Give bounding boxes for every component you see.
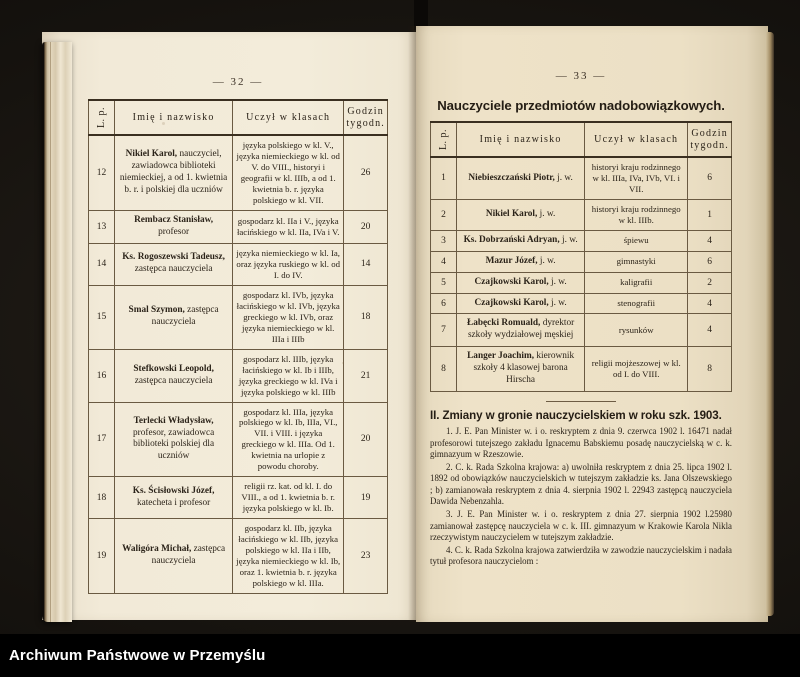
cell-lp: 6: [431, 293, 457, 314]
cell-name: [115, 210, 233, 243]
teacher-surname: Czajkowski Karol,: [474, 276, 549, 287]
teacher-surname: Nikiel Karol,: [125, 149, 178, 160]
cell-classes: religii rz. kat. od kl. I. do VIII., a od 1. kwietnia b. r. języka polskiego w kl. Ib.: [233, 477, 344, 519]
cell-lp: 4: [431, 251, 457, 272]
cell-hours: 19: [344, 477, 388, 519]
cell-classes: historyi kraju rodzinnego w kl. IIIb.: [585, 199, 688, 230]
teacher-surname: Mazur Józef,: [485, 255, 538, 266]
teacher-surname: Ks. Rogoszewski Tadeusz,: [122, 252, 226, 263]
cell-classes: gospodarz kl. IVb, języka łacińskiego w kl. IVb, języka greckiego w kl. IVb, oraz języka niemieckiego w kl. IIIa i IIIb: [233, 285, 344, 349]
open-book: [18, 26, 786, 622]
table-row: [431, 272, 732, 293]
cell-name: [115, 519, 233, 594]
cell-classes: stenografii: [585, 293, 688, 314]
table-row: [89, 402, 388, 477]
teacher-role: j. w.: [554, 172, 573, 183]
cell-classes: gimnastyki: [585, 251, 688, 272]
table-row: [431, 199, 732, 230]
table-row: [89, 519, 388, 594]
cell-classes: kaligrafii: [585, 272, 688, 293]
cell-hours: 23: [344, 519, 388, 594]
teacher-surname: Waligóra Michał,: [122, 544, 192, 555]
teacher-role: nauczyciel, zawiadowca biblioteki niemieckiej, a od 1. kwietnia b. r. i polskiej dla uczniów: [119, 149, 228, 195]
cell-lp: 13: [89, 210, 115, 243]
cell-hours: 20: [344, 210, 388, 243]
cell-lp: 15: [89, 285, 115, 349]
teacher-surname: Ks. Dobrzański Adryan,: [463, 234, 560, 245]
cell-hours: 4: [688, 314, 732, 347]
changes-paragraph: 3. J. E. Pan Minister w. i o. reskryptem z dnia 27. sierpnia 1902 l.25980 zamianował zastępcę nauczyciela w c. k. III. gimnazyum w Krakowie Karola Nikla rzeczywistym nauczycielem w tutejszym zakładzie.: [430, 508, 732, 543]
cell-classes: gospodarz kl. IIIa, języka polskiego w kl. Ib, IIIa, VI., VII. i VIII. i języka greckiego w kl. IIIa. Od 1. kwietnia na urlopie z powodu choroby.: [233, 402, 344, 477]
cell-name: [457, 230, 585, 251]
teacher-role: j. w.: [559, 234, 578, 245]
column-header-lp-label: L. p.: [96, 106, 108, 129]
changes-paragraph: 2. C. k. Rada Szkolna krajowa: a) uwolniła reskryptem z dnia 25. lipca 1902 l. 1892 od obowiązków nauczycielskich w tutejszym zakładzie ks. Jana Olszewskiego ; b) zamianowała reskryptem z dnia 4. sierpnia 1902 l. 22943 zastępcą nauczyciela Dawida Nebenzahla.: [430, 461, 732, 507]
teacher-role: dyrektor szkoły wydziałowej męskiej: [467, 318, 575, 341]
teacher-role: zastępca nauczyciela: [134, 264, 213, 275]
teacher-role: katecheta i profesor: [136, 497, 211, 508]
cell-hours: 2: [688, 272, 732, 293]
cell-lp: 8: [431, 347, 457, 392]
table-row: [431, 293, 732, 314]
table-row: [431, 157, 732, 199]
table-header-row: [431, 122, 732, 157]
cell-classes: rysunków: [585, 314, 688, 347]
right-page-edge: [766, 32, 774, 616]
table-row: [89, 477, 388, 519]
cell-classes: języka niemieckiego w kl. Ia, oraz języka ruskiego w kl. od I. do IV.: [233, 243, 344, 285]
column-header-classes: Uczył w klasach: [585, 122, 688, 157]
column-header-hours-line1: Godzin: [347, 106, 384, 117]
cell-hours: 4: [688, 293, 732, 314]
cell-name: [457, 314, 585, 347]
teacher-role: zastępca nauczyciela: [151, 305, 219, 328]
cell-name: [457, 199, 585, 230]
cell-name: [115, 477, 233, 519]
teacher-surname: Czajkowski Karol,: [474, 297, 549, 308]
right-teachers-table: [430, 121, 732, 392]
changes-paragraph-list: [430, 426, 732, 568]
column-header-hours-line2: tygodn.: [690, 139, 729, 151]
teacher-surname: Rembacz Stanisław,: [134, 214, 214, 225]
page-leaf-stack: [42, 42, 72, 622]
teacher-role: j. w.: [537, 255, 556, 266]
table-row: [89, 349, 388, 402]
table-row: [89, 285, 388, 349]
archive-watermark-bar: [0, 634, 800, 677]
left-page: [42, 32, 416, 620]
archive-watermark-text: Archiwum Państwowe w Przemyślu: [9, 647, 266, 664]
teacher-surname: Ks. Ścisłowski Józef,: [132, 485, 215, 496]
changes-section-heading: II. Zmiany w gronie nauczycielskiem w roku szk. 1903.: [430, 408, 722, 422]
cell-name: [115, 285, 233, 349]
cell-name: [115, 135, 233, 210]
cell-name: [457, 251, 585, 272]
teacher-role: profesor, zawiadowca biblioteki polskiej dla uczniów: [133, 427, 215, 462]
cell-classes: gospodarz kl. IIIb, języka łacińskiego w kl. Ib i IIIb, języka greckiego w kl. IVa i języka polskiego w kl. IIIb: [233, 349, 344, 402]
teacher-surname: Terlecki Władysław,: [133, 415, 214, 426]
left-page-number: — 32 —: [212, 76, 264, 88]
cell-lp: 16: [89, 349, 115, 402]
cell-hours: 14: [344, 243, 388, 285]
cell-classes: historyi kraju rodzinnego w kl. IIIa, IVa, IVb, VI. i VII.: [585, 157, 688, 199]
cell-lp: 5: [431, 272, 457, 293]
table-row: [431, 314, 732, 347]
teacher-role: j. w.: [548, 276, 567, 287]
cell-hours: 18: [344, 285, 388, 349]
teacher-surname: Niebieszczański Piotr,: [468, 172, 555, 183]
table-row: [431, 347, 732, 392]
right-page-number: — 33 —: [555, 70, 607, 82]
teacher-surname: Langer Joachim,: [467, 351, 535, 362]
column-header-lp: [89, 100, 115, 135]
cell-hours: 1: [688, 199, 732, 230]
cell-hours: 4: [688, 230, 732, 251]
cell-lp: 18: [89, 477, 115, 519]
column-header-name: Imię i nazwisko: [457, 122, 585, 157]
cell-classes: śpiewu: [585, 230, 688, 251]
column-header-hours-line1: Godzin: [691, 128, 728, 139]
cell-hours: 8: [688, 347, 732, 392]
cell-name: [457, 272, 585, 293]
column-header-hours-line2: tygodn.: [346, 117, 385, 129]
teacher-role: j. w.: [537, 208, 556, 219]
column-header-classes: Uczył w klasach: [233, 100, 344, 135]
teacher-surname: Smal Szymon,: [128, 305, 185, 316]
cell-hours: 6: [688, 157, 732, 199]
column-header-hours: [344, 100, 388, 135]
cell-lp: 7: [431, 314, 457, 347]
table-row: [89, 210, 388, 243]
left-teachers-table: [88, 99, 388, 594]
cell-name: [115, 349, 233, 402]
cell-name: [457, 347, 585, 392]
teacher-surname: Łabęcki Romuald,: [467, 318, 541, 329]
cell-name: [115, 243, 233, 285]
cell-lp: 17: [89, 402, 115, 477]
cell-lp: 3: [431, 230, 457, 251]
table-header-row: [89, 100, 388, 135]
cell-lp: 19: [89, 519, 115, 594]
table-row: [431, 230, 732, 251]
teacher-role: zastępca nauczyciela: [134, 375, 213, 386]
cell-hours: 6: [688, 251, 732, 272]
changes-paragraph: 4. C. k. Rada Szkolna krajowa zatwierdziła w zawodzie nauczycielskim i nadała tytuł profesora nauczycielom :: [430, 544, 732, 567]
section-title: Nauczyciele przedmiotów nadobowiązkowych.: [437, 98, 725, 113]
teacher-surname: Nikiel Karol,: [485, 208, 538, 219]
cell-classes: religii mojżeszowej w kl. od I. do VIII.: [585, 347, 688, 392]
column-header-hours: [688, 122, 732, 157]
teacher-role: zastępca nauczyciela: [151, 544, 226, 567]
column-header-lp-label: L. p.: [438, 128, 450, 151]
right-page: [416, 26, 768, 622]
teacher-role: profesor: [158, 226, 190, 237]
cell-name: [457, 293, 585, 314]
column-header-lp: [431, 122, 457, 157]
cell-hours: 26: [344, 135, 388, 210]
teacher-role: kierownik szkoły 4 klasowej barona Hirscha: [473, 351, 575, 386]
section-divider: [546, 401, 616, 402]
teacher-surname: Stefkowski Leopold,: [133, 363, 214, 374]
table-row: [89, 243, 388, 285]
cell-classes: gospodarz kl. IIb, języka łacińskiego w kl. IIb, języka polskiego w kl. IIa i IIb, języka niemieckiego w kl. Ib, oraz 1. kwietnia b. r. języka polskiego w kl. IIIa.: [233, 519, 344, 594]
teacher-role: j. w.: [548, 297, 567, 308]
cell-hours: 20: [344, 402, 388, 477]
cell-classes: gospodarz kl. IIa i V., języka łacińskiego w kl. IIa, IVa i V.: [233, 210, 344, 243]
cell-classes: języka polskiego w kl. V., języka niemieckiego w kl. od V. do VIII., historyi i geografii w kl. IIIb, a od 1. kwietnia b. r. języka polskiego w kl. VII.: [233, 135, 344, 210]
cell-hours: 21: [344, 349, 388, 402]
table-row: [89, 135, 388, 210]
changes-paragraph: 1. J. E. Pan Minister w. i o. reskryptem z dnia 9. czerwca 1902 l. 16471 nadał profesorowi tutejszego zakładu Ignacemu Babskiemu posadę nauczycielską w c. k. gimnazyum w Rzeszowie.: [430, 425, 732, 460]
cell-lp: 2: [431, 199, 457, 230]
cell-lp: 1: [431, 157, 457, 199]
cell-lp: 14: [89, 243, 115, 285]
column-header-name: Imię i nazwisko: [115, 100, 233, 135]
cell-lp: 12: [89, 135, 115, 210]
table-row: [431, 251, 732, 272]
cell-name: [115, 402, 233, 477]
cell-name: [457, 157, 585, 199]
